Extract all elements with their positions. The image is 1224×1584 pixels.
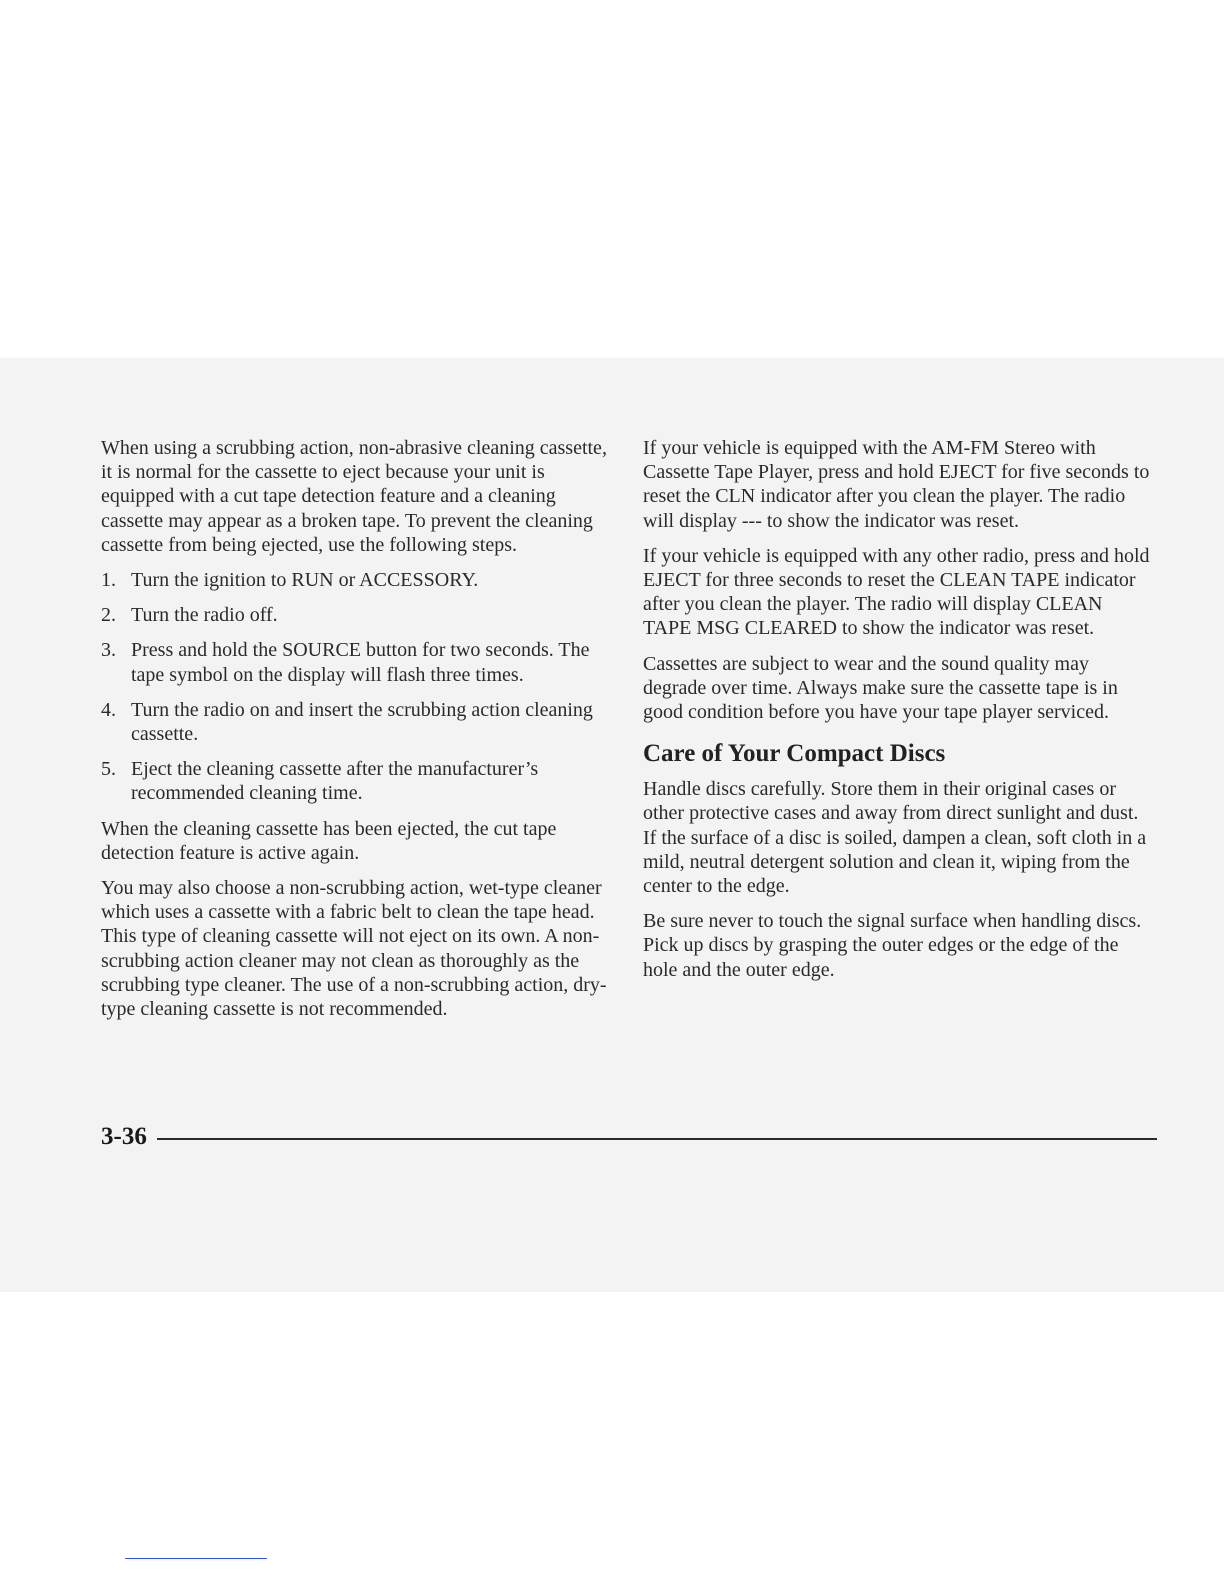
other-radio-reset-paragraph: If your vehicle is equipped with any other radio, press and hold EJECT for three seconds to reset the CLEAN TAPE indicator after you clean the player. The radio will display CLEAN TAPE MSG CLEARED to show the indicator was reset.	[643, 544, 1150, 640]
non-scrubbing-paragraph: You may also choose a non-scrubbing action, wet-type cleaner which uses a cassette with a fabric belt to clean the tape head. This type of cleaning cassette will not eject on its own. A non-scrubbing action cleaner may not clean as thoroughly as the scrubbing type cleaner. The use of a non-scrubbing action, dry-type cleaning cassette is not recommended.	[101, 877, 607, 1021]
step-text: Eject the cleaning cassette after the manufacturer’s recommended cleaning time.	[131, 758, 539, 805]
step-number: 3.	[101, 639, 116, 662]
list-item	[101, 638, 611, 686]
intro-paragraph: When using a scrubbing action, non-abrasive cleaning cassette, it is normal for the cassette to eject because your unit is equipped with a cut tape detection feature and a cleaning cassette may appear as a broken tape. To prevent the cleaning cassette from being ejected, use the following steps.	[101, 437, 607, 556]
list-item	[101, 757, 611, 805]
list-item	[101, 603, 611, 627]
step-text: Turn the radio off.	[131, 604, 278, 627]
cassette-wear-paragraph: Cassettes are subject to wear and the sound quality may degrade over time. Always make sure the cassette tape is in good condition before you have your tape player serviced.	[643, 652, 1118, 724]
step-number: 1.	[101, 569, 116, 592]
cleaning-steps-list	[101, 568, 611, 806]
step-text: Press and hold the SOURCE button for two seconds. The tape symbol on the display will flash three times.	[131, 639, 590, 686]
bottom-divider	[125, 1558, 267, 1559]
after-steps-paragraph: When the cleaning cassette has been ejected, the cut tape detection feature is active again.	[101, 817, 557, 864]
step-text: Turn the radio on and insert the scrubbing action cleaning cassette.	[131, 698, 593, 746]
step-number: 2.	[101, 604, 116, 627]
page-footer	[101, 1122, 1157, 1152]
step-number: 5.	[101, 758, 116, 781]
footer-divider	[157, 1138, 1157, 1140]
page-number: 3-36	[101, 1123, 147, 1150]
section-heading: Care of Your Compact Discs	[643, 740, 946, 768]
left-column	[101, 436, 611, 1032]
amfm-reset-paragraph: If your vehicle is equipped with the AM-FM Stereo with Cassette Tape Player, press and hold EJECT for five seconds to reset the CLN indicator after you clean the player. The radio will display --- to show the indicator was reset.	[643, 437, 1150, 532]
list-item	[101, 568, 611, 592]
list-item	[101, 698, 611, 746]
right-column	[643, 436, 1155, 993]
signal-surface-paragraph: Be sure never to touch the signal surface when handling discs. Pick up discs by grasping the outer edges or the edge of the hole and the outer edge.	[643, 910, 1142, 981]
step-text: Turn the ignition to RUN or ACCESSORY.	[131, 569, 479, 592]
step-number: 4.	[101, 698, 116, 721]
handle-discs-paragraph: Handle discs carefully. Store them in their original cases or other protective cases and away from direct sunlight and dust. If the surface of a disc is soiled, dampen a clean, soft cloth in a mild, neutral detergent solution and clean it, wiping from the center to the edge.	[643, 778, 1147, 898]
